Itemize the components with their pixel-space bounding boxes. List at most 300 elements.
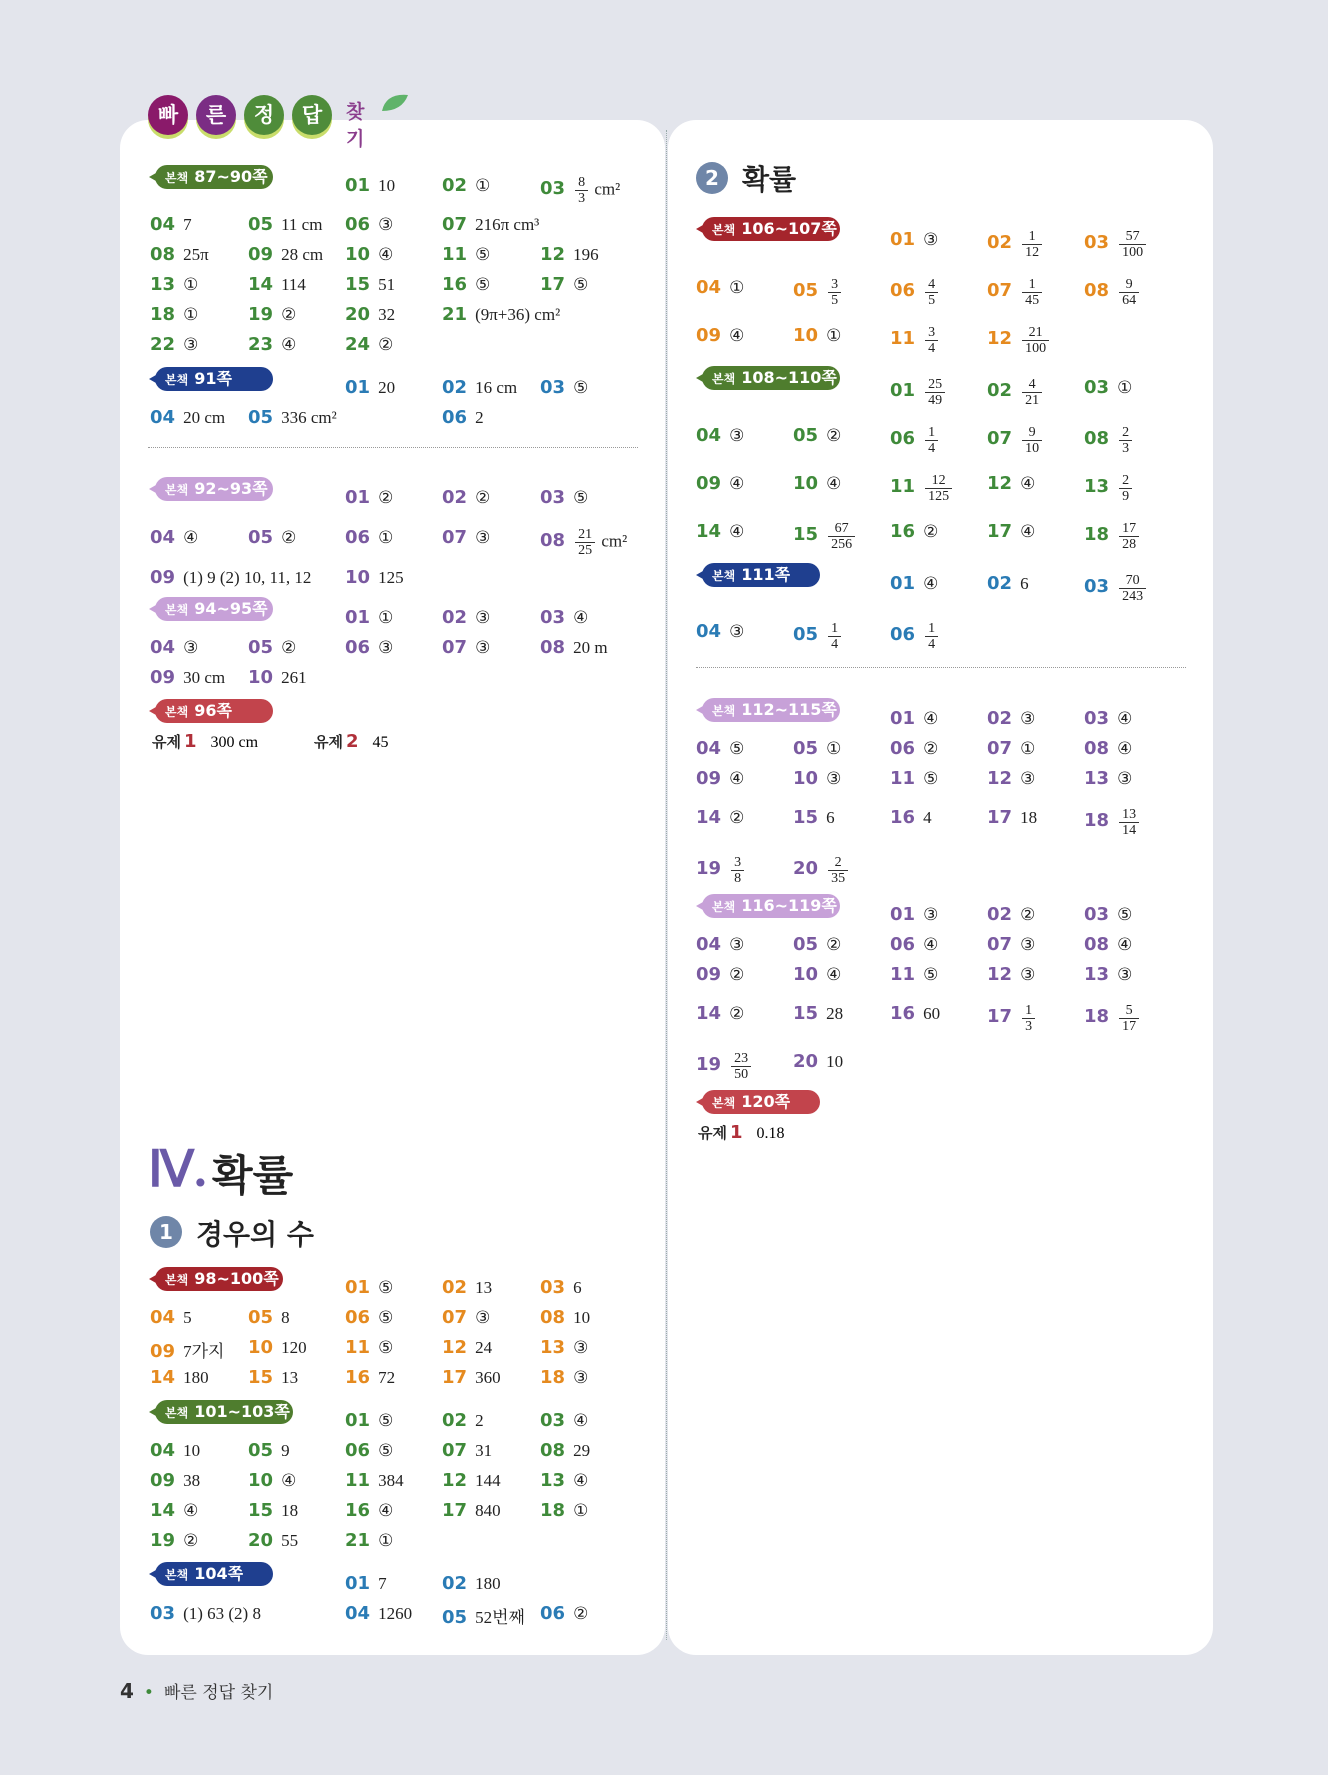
- answer-item: [890, 621, 940, 652]
- answer-item: [1084, 425, 1134, 456]
- answer-number: 16: [345, 1500, 371, 1521]
- answer-value: 2: [475, 408, 484, 427]
- answer-item: [248, 1307, 290, 1328]
- answer-value: ③: [1020, 965, 1036, 984]
- answer-number: 03: [1084, 232, 1110, 254]
- answer-item: [987, 1003, 1037, 1034]
- fraction: $\frac{57}{100}$: [1119, 229, 1146, 260]
- answer-value: ①: [475, 176, 491, 195]
- answer-item: [987, 229, 1044, 260]
- answer-item: [890, 708, 938, 729]
- answer-item: [150, 1337, 224, 1362]
- answer-item: [890, 377, 947, 408]
- answer-item: [442, 1307, 490, 1328]
- answer-value: ⑤: [1117, 905, 1133, 924]
- answer-number: 06: [442, 407, 468, 428]
- answer-value: ④: [729, 326, 745, 345]
- answer-item: [696, 807, 744, 828]
- answer-value: 60: [923, 1004, 941, 1023]
- answer-item: [442, 274, 490, 295]
- answer-number: 02: [987, 380, 1013, 402]
- answer-value: ④: [729, 522, 745, 541]
- answer-value: ⑤: [475, 245, 491, 264]
- answer-number: 04: [150, 407, 176, 428]
- answer-number: 06: [345, 214, 371, 235]
- answer-value: [1020, 377, 1044, 408]
- answer-number: 06: [345, 1307, 371, 1328]
- fraction: $\frac{1}{4}$: [828, 621, 841, 652]
- section-tag: 본책 94~95쪽: [155, 597, 273, 621]
- answer-item: [540, 1307, 590, 1328]
- answer-item: [890, 934, 938, 955]
- answer-number: 19: [248, 304, 274, 325]
- answer-item: [890, 325, 940, 356]
- answer-item: [1084, 768, 1132, 789]
- answer-value: 28 cm: [281, 245, 324, 264]
- answer-item: [345, 175, 395, 196]
- answer-number: 16: [345, 1367, 371, 1388]
- answer-item: [890, 277, 940, 308]
- answer-item: [442, 244, 490, 265]
- answer-number: 18: [1084, 524, 1110, 546]
- answer-number: 05: [793, 425, 819, 446]
- answer-number: 04: [696, 934, 722, 955]
- answer-number: 14: [150, 1367, 176, 1388]
- answer-item: [345, 607, 393, 628]
- answer-item: [345, 274, 395, 295]
- answer-item: [696, 1051, 753, 1082]
- answer-item: [987, 934, 1035, 955]
- answer-number: 04: [345, 1603, 371, 1624]
- answer-number: 03: [540, 487, 566, 508]
- fraction: $\frac{2}{35}$: [828, 855, 848, 886]
- answer-value: 31: [475, 1441, 493, 1460]
- answer-value: ④: [1117, 935, 1133, 954]
- answer-value: (1) 9 (2) 10, 11, 12: [183, 568, 312, 587]
- answer-number: 13: [1084, 964, 1110, 985]
- answer-number: 09: [696, 473, 722, 494]
- answer-item: [442, 1603, 525, 1628]
- answer-item: [150, 1603, 261, 1624]
- answer-item: [987, 738, 1035, 759]
- answer-number: 03: [150, 1603, 176, 1624]
- answer-value: ⑤: [378, 1278, 394, 1297]
- answer-value: ①: [183, 305, 199, 324]
- answer-value: ④: [573, 1411, 589, 1430]
- answer-item: [442, 637, 490, 658]
- answer-value: 4: [923, 808, 932, 827]
- answer-item: [442, 527, 490, 548]
- answer-item: [793, 325, 841, 346]
- section-tag: 본책 116~119쪽: [702, 894, 840, 918]
- answer-number: 16: [890, 521, 916, 542]
- section-number: 2: [696, 162, 728, 194]
- answer-value: ③: [475, 528, 491, 547]
- answer-number: 17: [442, 1500, 468, 1521]
- section-tag: 본책 101~103쪽: [155, 1400, 293, 1424]
- answer-item: [540, 1500, 588, 1521]
- answer-number: 03: [540, 377, 566, 398]
- answer-number: 20: [248, 1530, 274, 1551]
- answer-item: [150, 304, 198, 325]
- answer-item: [345, 567, 404, 588]
- answer-value: ③: [573, 1338, 589, 1357]
- answer-number: 05: [442, 1607, 468, 1628]
- answer-item: [150, 1307, 192, 1328]
- answer-item: [540, 607, 588, 628]
- answer-value: 114: [281, 275, 306, 294]
- section-tag: 본책 112~115쪽: [702, 698, 840, 722]
- answer-item: [540, 274, 588, 295]
- answer-value: 24: [475, 1338, 493, 1357]
- answer-number: 12: [987, 473, 1013, 494]
- answer-value: 6: [573, 1278, 582, 1297]
- answer-number: 11: [890, 768, 916, 789]
- answer-number: 01: [345, 1573, 371, 1594]
- fraction: $\frac{9}{64}$: [1119, 277, 1139, 308]
- answer-number: 06: [345, 1440, 371, 1461]
- answer-value: ⑤: [378, 1441, 394, 1460]
- fraction: $\frac{4}{5}$: [925, 277, 938, 308]
- answer-number: 01: [345, 487, 371, 508]
- answer-item: [150, 407, 225, 428]
- answer-item: [248, 1367, 298, 1388]
- answer-value: 6: [826, 808, 835, 827]
- answer-value: 55: [281, 1531, 299, 1550]
- answer-value: [1020, 1003, 1037, 1034]
- answer-value: 11 cm: [281, 215, 323, 234]
- answer-number: 03: [1084, 904, 1110, 925]
- answer-item: [150, 667, 225, 688]
- answer-item: [696, 768, 744, 789]
- fraction: $\frac{4}{21}$: [1022, 377, 1042, 408]
- answer-value: 10: [826, 1052, 844, 1071]
- answer-value: 72: [378, 1368, 396, 1387]
- page-footer: [120, 1678, 273, 1703]
- answer-item: [890, 473, 954, 504]
- answer-number: 14: [696, 1003, 722, 1024]
- answer-number: 08: [1084, 428, 1110, 450]
- answer-number: 12: [540, 244, 566, 265]
- section-title: 경우의 수: [196, 1218, 314, 1251]
- answer-number: 04: [150, 1307, 176, 1328]
- answer-item: [1084, 229, 1148, 260]
- answer-number: 06: [540, 1603, 566, 1624]
- footer-text: 빠른 정답 찾기: [163, 1683, 274, 1703]
- answer-item: [150, 244, 209, 265]
- answer-item: [442, 607, 490, 628]
- answer-number: 01: [345, 377, 371, 398]
- answer-value: 29: [573, 1441, 591, 1460]
- answer-item: [1084, 573, 1148, 604]
- answer-item: [696, 473, 744, 494]
- answer-number: 07: [442, 214, 468, 235]
- answer-item: [793, 1003, 843, 1024]
- answer-item: [793, 521, 857, 552]
- answer-value: ⑤: [573, 378, 589, 397]
- answer-value: ③: [475, 1308, 491, 1327]
- answer-number: 17: [987, 521, 1013, 542]
- answer-item: [696, 1003, 744, 1024]
- fraction: $\frac{25}{49}$: [925, 377, 945, 408]
- answer-item: [890, 738, 938, 759]
- answer-item: [696, 738, 744, 759]
- fraction: $\frac{1}{45}$: [1022, 277, 1042, 308]
- answer-value: ①: [378, 1531, 394, 1550]
- answer-item: [248, 1500, 298, 1521]
- answer-number: 06: [345, 637, 371, 658]
- answer-number: 14: [248, 274, 274, 295]
- answer-value: 20 m: [573, 638, 608, 657]
- answer-number: 06: [345, 527, 371, 548]
- answer-item: [150, 1500, 198, 1521]
- answer-value: [923, 277, 940, 308]
- answer-item: [150, 567, 311, 588]
- answer-item: [345, 1573, 387, 1594]
- answer-item: [345, 1470, 404, 1491]
- answer-value: ③: [475, 608, 491, 627]
- answer-number: 11: [890, 328, 916, 350]
- answer-value: 8: [281, 1308, 290, 1327]
- answer-value: 13: [475, 1278, 493, 1297]
- answer-value: ③: [729, 935, 745, 954]
- fraction: $\frac{1}{4}$: [925, 425, 938, 456]
- section-tag: 본책 120쪽: [702, 1090, 820, 1114]
- answer-value: ③: [729, 622, 745, 641]
- answer-item: [248, 214, 322, 235]
- answer-value: 7: [378, 1574, 387, 1593]
- answer-value: ④: [1117, 709, 1133, 728]
- answer-number: 04: [696, 738, 722, 759]
- answer-item: [442, 175, 490, 196]
- answer-number: 06: [890, 934, 916, 955]
- answer-value: [923, 621, 940, 652]
- answer-item: [345, 1410, 393, 1431]
- answer-number: 03: [1084, 377, 1110, 398]
- answer-value: 7가지: [183, 1342, 225, 1361]
- answer-number: 20: [793, 1051, 819, 1072]
- answer-item: [442, 487, 490, 508]
- answer-value: 261: [281, 668, 307, 687]
- answer-value: ④: [1020, 474, 1036, 493]
- answer-item: [890, 964, 938, 985]
- answer-number: 02: [987, 904, 1013, 925]
- answer-item: [540, 244, 599, 265]
- fraction: $\frac{21}{25}$: [575, 527, 595, 558]
- answer-value: 6: [1020, 574, 1029, 593]
- right-panel: [668, 120, 1213, 1655]
- answer-item: [890, 425, 940, 456]
- answer-item: [248, 274, 306, 295]
- answer-value: ①: [183, 275, 199, 294]
- answer-value: (9π+36) cm²: [475, 305, 561, 324]
- answer-item: [793, 425, 841, 446]
- answer-item: [345, 527, 393, 548]
- answer-item: [248, 667, 307, 688]
- answer-value: ⑤: [923, 769, 939, 788]
- answer-number: 18: [540, 1367, 566, 1388]
- answer-value: ④: [183, 528, 199, 547]
- answer-item: [890, 768, 938, 789]
- answer-value: 10: [573, 1308, 591, 1327]
- answer-value: ③: [729, 426, 745, 445]
- answer-item: [248, 1530, 298, 1551]
- answer-number: 05: [248, 527, 274, 548]
- answer-value: [826, 521, 857, 552]
- answer-value: ④: [826, 474, 842, 493]
- answer-value: ②: [281, 638, 297, 657]
- answer-number: 15: [793, 807, 819, 828]
- answer-item: [442, 1573, 501, 1594]
- answer-number: 05: [248, 1307, 274, 1328]
- header-bubble: 빠: [148, 95, 188, 135]
- answer-value: [1117, 277, 1141, 308]
- header-bubble: 정: [244, 95, 284, 135]
- answer-number: 05: [248, 407, 274, 428]
- answer-value: ④: [923, 935, 939, 954]
- answer-number: 10: [793, 325, 819, 346]
- answer-number: 04: [150, 214, 176, 235]
- answer-value: ④: [378, 245, 394, 264]
- answer-number: 02: [442, 1410, 468, 1431]
- answer-value: 1260: [378, 1604, 413, 1623]
- example-answer: 유제 2 45: [314, 731, 389, 752]
- example-answer: 유제 1 300 cm: [152, 731, 259, 752]
- answer-item: [987, 768, 1035, 789]
- answer-number: 13: [1084, 476, 1110, 498]
- fraction: $\frac{70}{243}$: [1119, 573, 1146, 604]
- answer-number: 05: [793, 934, 819, 955]
- answer-value: ③: [573, 1368, 589, 1387]
- answer-number: 09: [696, 964, 722, 985]
- answer-number: 02: [442, 487, 468, 508]
- answer-value: ③: [923, 905, 939, 924]
- answer-item: [345, 1307, 393, 1328]
- answer-number: 05: [793, 280, 819, 302]
- answer-item: [890, 1003, 940, 1024]
- answer-value: [1117, 229, 1148, 260]
- answer-item: [1084, 377, 1132, 398]
- answer-item: [442, 377, 517, 398]
- answer-number: 11: [890, 476, 916, 498]
- answer-item: [1084, 1003, 1141, 1034]
- answer-number: 05: [793, 624, 819, 646]
- answer-value: ①: [826, 739, 842, 758]
- answer-number: 10: [248, 667, 274, 688]
- answer-number: 08: [1084, 738, 1110, 759]
- answer-value: [826, 277, 843, 308]
- answer-item: [793, 621, 843, 652]
- answer-item: [793, 473, 841, 494]
- answer-value: [826, 855, 850, 886]
- answer-item: [345, 1603, 412, 1624]
- answer-number: 11: [345, 1337, 371, 1358]
- answer-number: 22: [150, 334, 176, 355]
- answer-value: 180: [183, 1368, 209, 1387]
- answer-value: ②: [923, 739, 939, 758]
- answer-item: [987, 904, 1035, 925]
- answer-value: ④: [729, 474, 745, 493]
- answer-value: 336 cm²: [281, 408, 337, 427]
- answer-number: 15: [793, 524, 819, 546]
- answer-item: [1084, 807, 1141, 838]
- answer-number: 07: [442, 637, 468, 658]
- answer-item: [696, 277, 744, 298]
- answer-number: 10: [345, 244, 371, 265]
- answer-number: 13: [150, 274, 176, 295]
- answer-value: ②: [573, 1604, 589, 1623]
- answer-item: [793, 807, 835, 828]
- answer-item: [987, 573, 1029, 594]
- answer-value: ①: [378, 608, 394, 627]
- fraction: $\frac{12}{125}$: [925, 473, 952, 504]
- section-tag: 본책 91쪽: [155, 367, 273, 391]
- answer-value: [826, 621, 843, 652]
- answer-number: 07: [442, 1440, 468, 1461]
- answer-item: [987, 277, 1044, 308]
- answer-item: [890, 521, 938, 542]
- fraction: $\frac{23}{50}$: [731, 1051, 751, 1082]
- answer-value: [1117, 521, 1141, 552]
- answer-item: [248, 1470, 296, 1491]
- section-tag: 본책 106~107쪽: [702, 217, 840, 241]
- answer-number: 01: [890, 380, 916, 402]
- section-title: 확률: [742, 163, 797, 196]
- answer-value: (1) 63 (2) 8: [183, 1604, 261, 1623]
- answer-number: 17: [442, 1367, 468, 1388]
- answer-number: 02: [987, 708, 1013, 729]
- answer-value: ④: [923, 574, 939, 593]
- answer-value: 144: [475, 1471, 501, 1490]
- fraction: $\frac{13}{14}$: [1119, 807, 1139, 838]
- answer-number: 07: [987, 280, 1013, 302]
- answer-value: ⑤: [573, 488, 589, 507]
- answer-value: [1020, 277, 1044, 308]
- answer-number: 13: [540, 1470, 566, 1491]
- answer-number: 06: [890, 624, 916, 646]
- answer-item: [442, 304, 560, 325]
- answer-value: 120: [281, 1338, 307, 1357]
- answer-value: 13: [281, 1368, 299, 1387]
- section-tag: 본책 96쪽: [155, 699, 273, 723]
- fraction: $\frac{9}{10}$: [1022, 425, 1042, 456]
- answer-value: ⑤: [475, 275, 491, 294]
- answer-item: [540, 487, 588, 508]
- answer-value: ④: [573, 1471, 589, 1490]
- answer-number: 04: [150, 1440, 176, 1461]
- answer-number: 12: [442, 1470, 468, 1491]
- answer-value: 196: [573, 245, 599, 264]
- fraction: $\frac{21}{100}$: [1022, 325, 1049, 356]
- answer-value: [923, 425, 940, 456]
- answer-number: 01: [890, 573, 916, 594]
- answer-number: 09: [696, 325, 722, 346]
- answer-item: [345, 1530, 393, 1551]
- answer-value: ②: [378, 335, 394, 354]
- answer-value: ①: [1117, 378, 1133, 397]
- answer-value: ③: [378, 638, 394, 657]
- answer-item: [1084, 708, 1132, 729]
- answer-item: [793, 934, 841, 955]
- header-bubble: 답: [292, 95, 332, 135]
- answer-value: ③: [1020, 709, 1036, 728]
- answer-value: ②: [729, 1004, 745, 1023]
- footer-dot-icon: •: [143, 1683, 154, 1703]
- answer-number: 15: [248, 1367, 274, 1388]
- answer-item: [442, 214, 539, 235]
- answer-number: 24: [345, 334, 371, 355]
- answer-item: [890, 229, 938, 250]
